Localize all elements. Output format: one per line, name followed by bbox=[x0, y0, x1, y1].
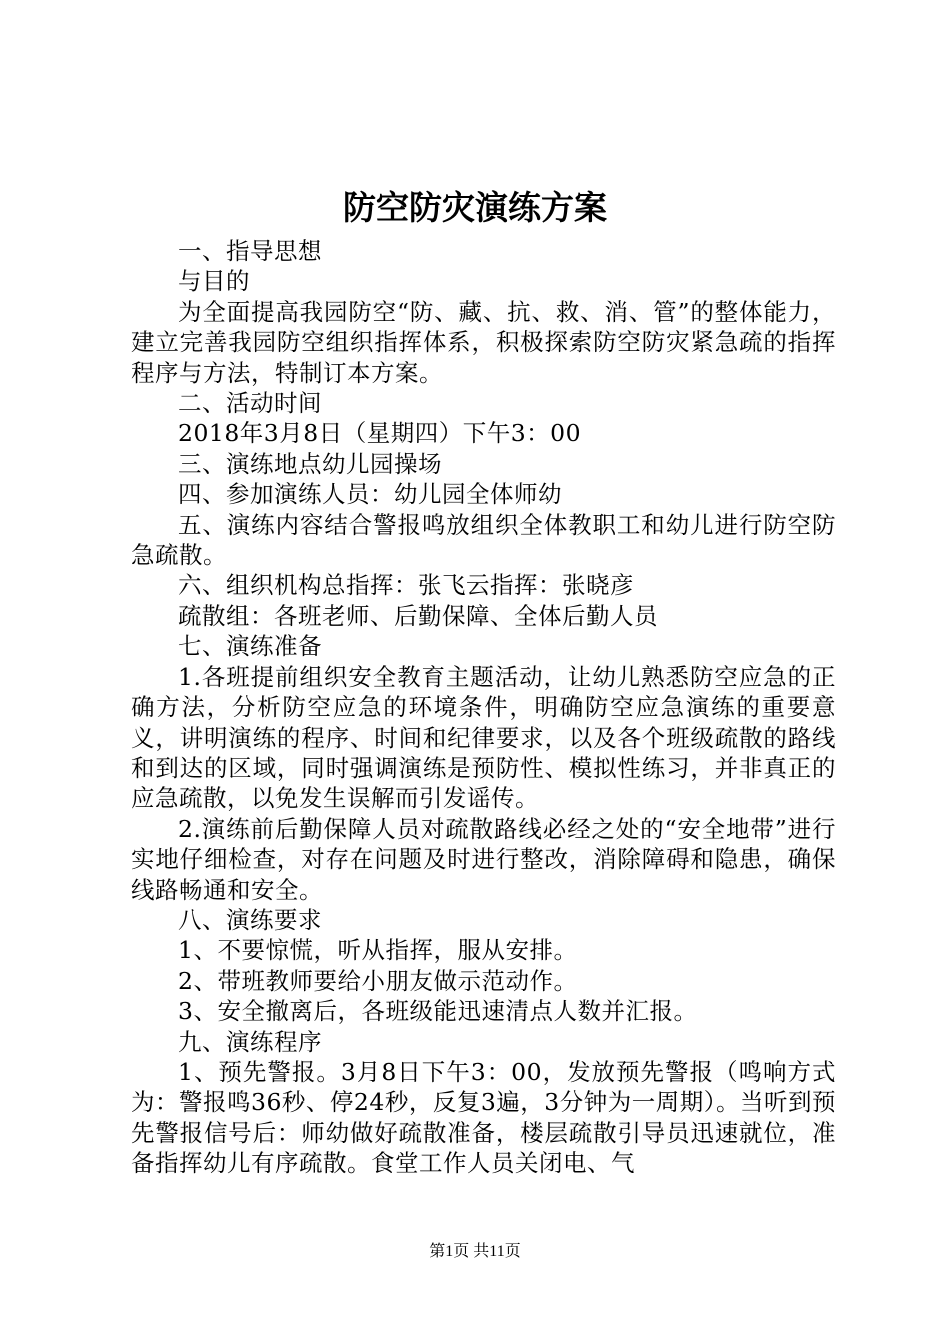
paragraph: 为全面提高我园防空“防、藏、抗、救、消、管”的整体能力，建立完善我园防空组织指挥体系，积极探索防空防灾紧急疏的指挥程序与方法，特制订本方案。 bbox=[131, 297, 836, 387]
paragraph: 1.各班提前组织安全教育主题活动，让幼儿熟悉防空应急的正确方法，分析防空应急的环境条件，明确防空应急演练的重要意义，讲明演练的程序、时间和纪律要求，以及各个班级疏散的路线和到达的区域，同时强调演练是预防性、模拟性练习，并非真正的应急疏散，以免发生误解而引发谣传。 bbox=[131, 662, 836, 813]
paragraph: 九、演练程序 bbox=[178, 1027, 322, 1056]
paragraph: 疏散组：各班老师、后勤保障、全体后勤人员 bbox=[178, 601, 658, 630]
document-title: 防空防灾演练方案 bbox=[343, 188, 607, 227]
paragraph: 二、活动时间 bbox=[178, 389, 322, 418]
document-body bbox=[131, 236, 836, 1179]
paragraph: 六、组织机构总指挥：张飞云指挥：张晓彦 bbox=[178, 571, 634, 600]
paragraph: 1、预先警报。3月8日下午3：00，发放预先警报（鸣响方式为：警报鸣36秒、停24秒，反复3遍，3分钟为一周期）。当听到预先警报信号后：师幼做好疏散准备，楼层疏散引导员迅速就位，准备指挥幼儿有序疏散。食堂工作人员关闭电、气 bbox=[131, 1057, 836, 1178]
paragraph: 四、参加演练人员：幼儿园全体师幼 bbox=[178, 480, 562, 509]
paragraph: 2、带班教师要给小朋友做示范动作。 bbox=[178, 966, 578, 995]
paragraph: 与目的 bbox=[178, 267, 250, 296]
paragraph: 2018年3月8日（星期四）下午3：00 bbox=[178, 419, 582, 448]
paragraph: 五、演练内容结合警报鸣放组织全体教职工和幼儿进行防空防急疏散。 bbox=[131, 510, 836, 570]
paragraph: 3、安全撤离后，各班级能迅速清点人数并汇报。 bbox=[178, 997, 698, 1026]
paragraph: 三、演练地点幼儿园操场 bbox=[178, 449, 442, 478]
paragraph: 2.演练前后勤保障人员对疏散路线必经之处的“安全地带”进行实地仔细检查，对存在问题及时进行整改，消除障碍和隐患，确保线路畅通和安全。 bbox=[131, 814, 836, 904]
paragraph: 八、演练要求 bbox=[178, 905, 322, 934]
page-footer: 第1页 共11页 bbox=[429, 1243, 521, 1260]
paragraph: 一、指导思想 bbox=[178, 237, 322, 265]
paragraph: 七、演练准备 bbox=[178, 632, 322, 661]
paragraph: 1、不要惊慌，听从指挥，服从安排。 bbox=[178, 936, 578, 965]
